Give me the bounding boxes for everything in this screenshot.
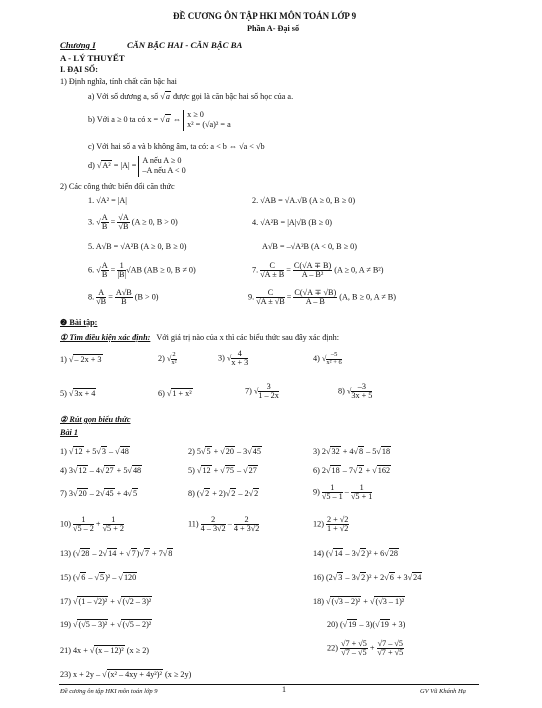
exercise-2-heading: ② Rút gọn biểu thức xyxy=(60,415,131,424)
problem-7: 7) 3√20 – 2√45 + 4√5 xyxy=(60,489,138,498)
condition-1: 1) √– 2x + 3 xyxy=(60,355,102,364)
formula-8: 8. $\frac{A}{√B}$ = $\frac{A√B}{B}$ (B > 0) xyxy=(88,288,159,307)
condition-4: 4) √ $\frac{-5}{\text{x² + 6}}$ xyxy=(313,351,342,366)
problem-23: 23) x + 2y – √(x² – 4xy + 4y²)² (x ≥ 2y) xyxy=(60,670,192,679)
formula-1: 1. √A² = |A| xyxy=(88,196,127,205)
footer-divider xyxy=(59,684,479,685)
section-heading: I. ĐẠI SỐ: xyxy=(60,65,98,74)
problem-6: 6) 2√18 – 7√2 + √162 xyxy=(313,466,391,475)
footer-right: GV Vũ Khánh Hạ xyxy=(420,688,466,695)
formula-9: 9. $\frac{C}{√A \pm √B}$ = $\frac{C(√A \mp √B)}{A - B}$ (A, B ≥ 0, A ≠ B) xyxy=(248,288,396,307)
problem-3: 3) 2√32 + 4√8 – 5√18 xyxy=(313,447,391,456)
exercises-heading: ❷ Bài tập: xyxy=(60,318,98,327)
condition-7: 7) √ $\frac{3}{1 - 2x}$ xyxy=(245,382,279,401)
formula-4: 4. √A²B = |A|√B (B ≥ 0) xyxy=(252,218,333,227)
page-number: 1 xyxy=(282,685,286,694)
document-title: ĐỀ CƯƠNG ÔN TẬP HKI MÔN TOÁN LỚP 9 xyxy=(173,11,357,21)
part-title: Phần A- Đại số xyxy=(247,24,300,33)
problem-17: 17) √(1 – √2)² + √(√2 – 3)² xyxy=(60,597,152,606)
problem-8: 8) (√2 + 2)√2 – 2√2 xyxy=(188,489,259,498)
definition-heading: 1) Định nghĩa, tính chất căn bậc hai xyxy=(60,77,177,86)
theory-heading: A - LÝ THUYẾT xyxy=(60,53,125,63)
footer-left: Đề cương ôn tập HKI môn toán lớp 9 xyxy=(60,688,158,695)
exercise-1-heading: ① Tìm điều kiện xác định: Với giá trị nào của x thì các biểu thức sau đây xác định: xyxy=(60,333,340,342)
problem-19: 19) √(√5 – 3)² + √(√5 – 2)² xyxy=(60,620,152,629)
problem-10: 10) $\frac{1}{√5 - 2}$ + $\frac{1}{√5 + 2}$ xyxy=(60,515,124,534)
condition-2: 2) √ $\frac{2}{\text{x²}}$ xyxy=(158,351,177,366)
problem-4: 4) 3√12 – 4√27 + 5√48 xyxy=(60,466,142,475)
formula-5: 5. A√B = √A²B (A ≥ 0, B ≥ 0) xyxy=(88,242,187,251)
chapter-number: Chương I xyxy=(60,40,96,50)
problem-16: 16) (2√3 – 3√2)² + 2√6 + 3√24 xyxy=(313,573,422,582)
definition-d: d) √A² = |A| = A nếu A ≥ 0 –A nếu A < 0 xyxy=(88,156,186,176)
problem-15: 15) (√6 – √5)² – √120 xyxy=(60,573,137,582)
formula-6: 6. √ $\frac{A}{B}$ = $\frac{1}{|B|}$ √AB (AB ≥ 0, B ≠ 0) xyxy=(88,261,196,280)
problem-14: 14) (√14 – 3√2)² + 6√28 xyxy=(313,549,398,558)
problem-21: 21) 4x + √(x – 12)² (x ≥ 2) xyxy=(60,646,150,655)
definition-a: a) Với số dương a, số √a được gọi là căn bậc hai số học của a. xyxy=(88,92,294,101)
problem-20: 20) (√19 – 3)(√19 + 3) xyxy=(327,620,406,629)
condition-8: 8) √ $\frac{-3}{3x + 5}$ xyxy=(338,382,373,401)
problem-18: 18) √(√3 – 2)² + √(√3 – 1)² xyxy=(313,597,405,606)
chapter-name: CĂN BẬC HAI - CĂN BẬC BA xyxy=(127,40,243,50)
problem-2: 2) 5√5 + √20 – 3√45 xyxy=(188,447,261,456)
formula-3: 3. √ $\frac{A}{B}$ = $\frac{√A}{√B}$ (A ≥ 0, B > 0) xyxy=(88,213,178,232)
formula-5b: A√B = –√A²B (A < 0, B ≥ 0) xyxy=(262,242,357,251)
problem-13: 13) (√28 – 2√14 + √7)√7 + 7√8 xyxy=(60,549,173,558)
formula-heading: 2) Các công thức biến đổi căn thức xyxy=(60,182,175,191)
condition-6: 6) √1 + x² xyxy=(158,389,192,398)
formula-2: 2. √AB = √A.√B (A ≥ 0, B ≥ 0) xyxy=(252,196,356,205)
problem-11: 11) $\frac{2}{4 - 3√2}$ – $\frac{2}{4 + 3√2}$ xyxy=(188,515,260,534)
problem-9: 9) $\frac{1}{√5 - 1}$ – $\frac{1}{√5 + 1}$ xyxy=(313,483,373,502)
problem-22: 22) $\frac{√7 + √5}{√7 - √5}$ + $\frac{√7 - √5}{√7 + √5}$ xyxy=(327,639,404,658)
lesson-1-heading: Bài 1 xyxy=(60,428,78,437)
definition-b: b) Với a ≥ 0 ta có x = √a ⇔ x ≥ 0 x² = (√a)² = a xyxy=(88,110,231,130)
definition-c: c) Với hai số a và b không âm, ta có: a < b ⇔ √a < √b xyxy=(88,142,265,151)
problem-5: 5) √12 + √75 – √27 xyxy=(188,466,257,475)
problem-1: 1) √12 + 5√3 – √48 xyxy=(60,447,129,456)
problem-12: 12) $\frac{2 + √2}{1 + √2}$ xyxy=(313,515,349,534)
condition-3: 3) √ $\frac{4}{x + 3}$ xyxy=(218,349,249,368)
formula-7: 7. $\frac{C}{√A \pm B}$ = $\frac{C(√A \mp B)}{\text{A – B²}}$ (A ≥ 0, A ≠ B²) xyxy=(252,261,384,280)
condition-5: 5) √3x + 4 xyxy=(60,389,96,398)
